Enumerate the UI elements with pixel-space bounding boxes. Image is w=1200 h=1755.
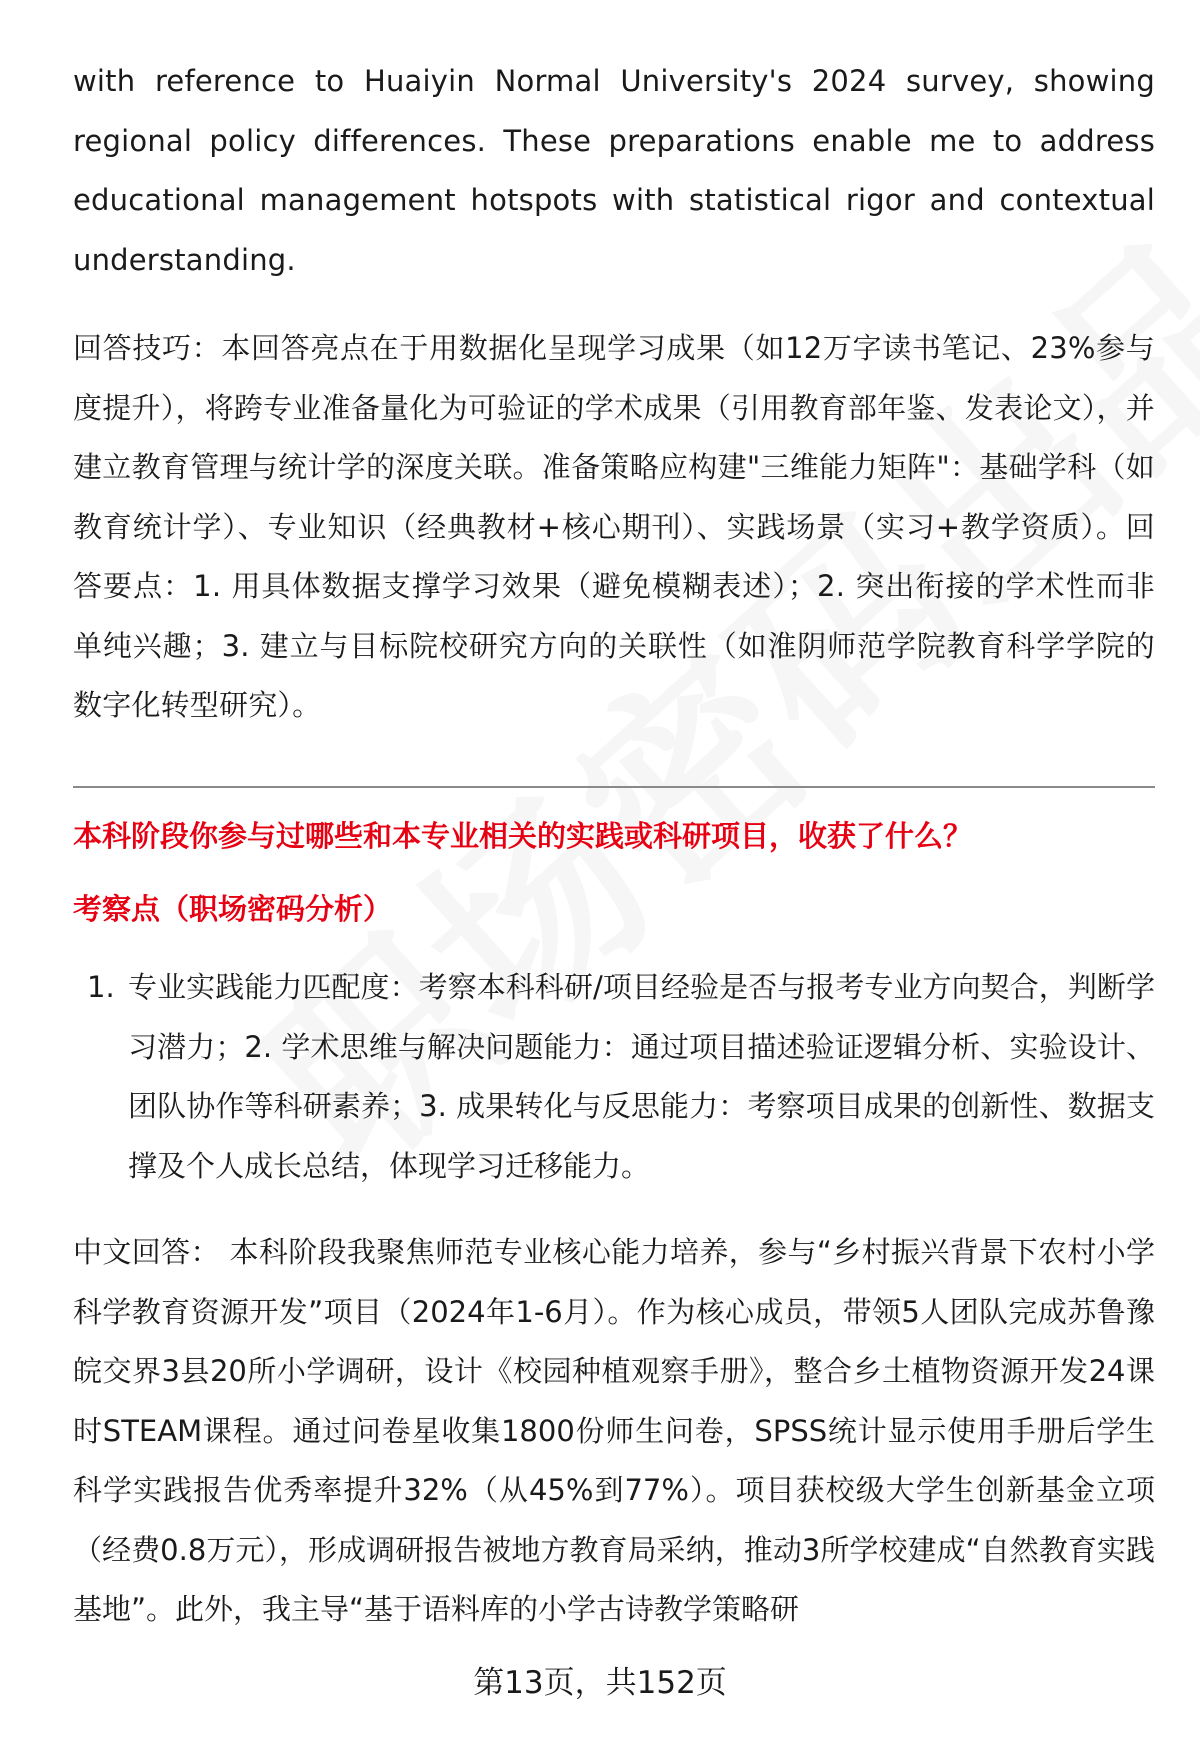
examine-heading: 考察点（职场密码分析） — [73, 892, 393, 926]
tips-paragraph: 回答技巧：本回答亮点在于用数据化呈现学习成果（如12万字读书笔记、23%参与度提升），将跨专业准备量化为可验证的学术成果（引用教育部年鉴、发表论文），并建立教育管理与统计学的深度关联。准备策略应构建"三维能力矩阵"：基础学科（如教育统计学）、专业知识（经典教材+核心期刊）、实践场景（实习+教学资质）。回答要点：1. 用具体数据支撑学习效果（避免模糊表述）；2. 突出衔接的学术性而非单纯兴趣；3. 建立与目标院校研究方向的关联性（如淮阴师范学院教育科学学院的数字化转型研究）。 — [73, 331, 1155, 722]
list-item: 专业实践能力匹配度：考察本科科研/项目经验是否与报考专业方向契合，判断学习潜力；2. 学术思维与解决问题能力：通过项目描述验证逻辑分析、实验设计、团队协作等科研素养；3. 成果转化与反思能力：考察项目成果的创新性、数据支撑及个人成长总结，体现学习迁移能力。 — [128, 970, 1155, 1183]
examine-list — [73, 958, 1155, 1196]
question-heading: 本科阶段你参与过哪些和本专业相关的实践或科研项目，收获了什么？ — [73, 819, 973, 853]
section-divider — [73, 786, 1155, 788]
page-body — [73, 52, 1155, 736]
page-footer: 第13页，共152页 — [473, 1665, 727, 1701]
list-number: 1. — [87, 970, 115, 1004]
top-paragraph: with reference to Huaiyin Normal University's 2024 survey, showing regional policy differences. These preparations enable me to address educational management hotspots with statistical rigor and contextual understanding. — [73, 64, 1155, 277]
chinese-answer: 中文回答： 本科阶段我聚焦师范专业核心能力培养，参与“乡村振兴背景下农村小学科学教育资源开发”项目（2024年1-6月）。作为核心成员，带领5人团队完成苏鲁豫皖交界3县20所小学调研，设计《校园种植观察手册》，整合乡土植物资源开发24课时STEAM课程。通过问卷星收集1800份师生问卷，SPSS统计显示使用手册后学生科学实践报告优秀率提升32%（从45%到77%）。项目获校级大学生创新基金立项（经费0.8万元），形成调研报告被地方教育局采纳，推动3所学校建成“自然教育实践基地”。此外，我主导“基于语料库的小学古诗教学策略研 — [73, 1235, 1155, 1626]
